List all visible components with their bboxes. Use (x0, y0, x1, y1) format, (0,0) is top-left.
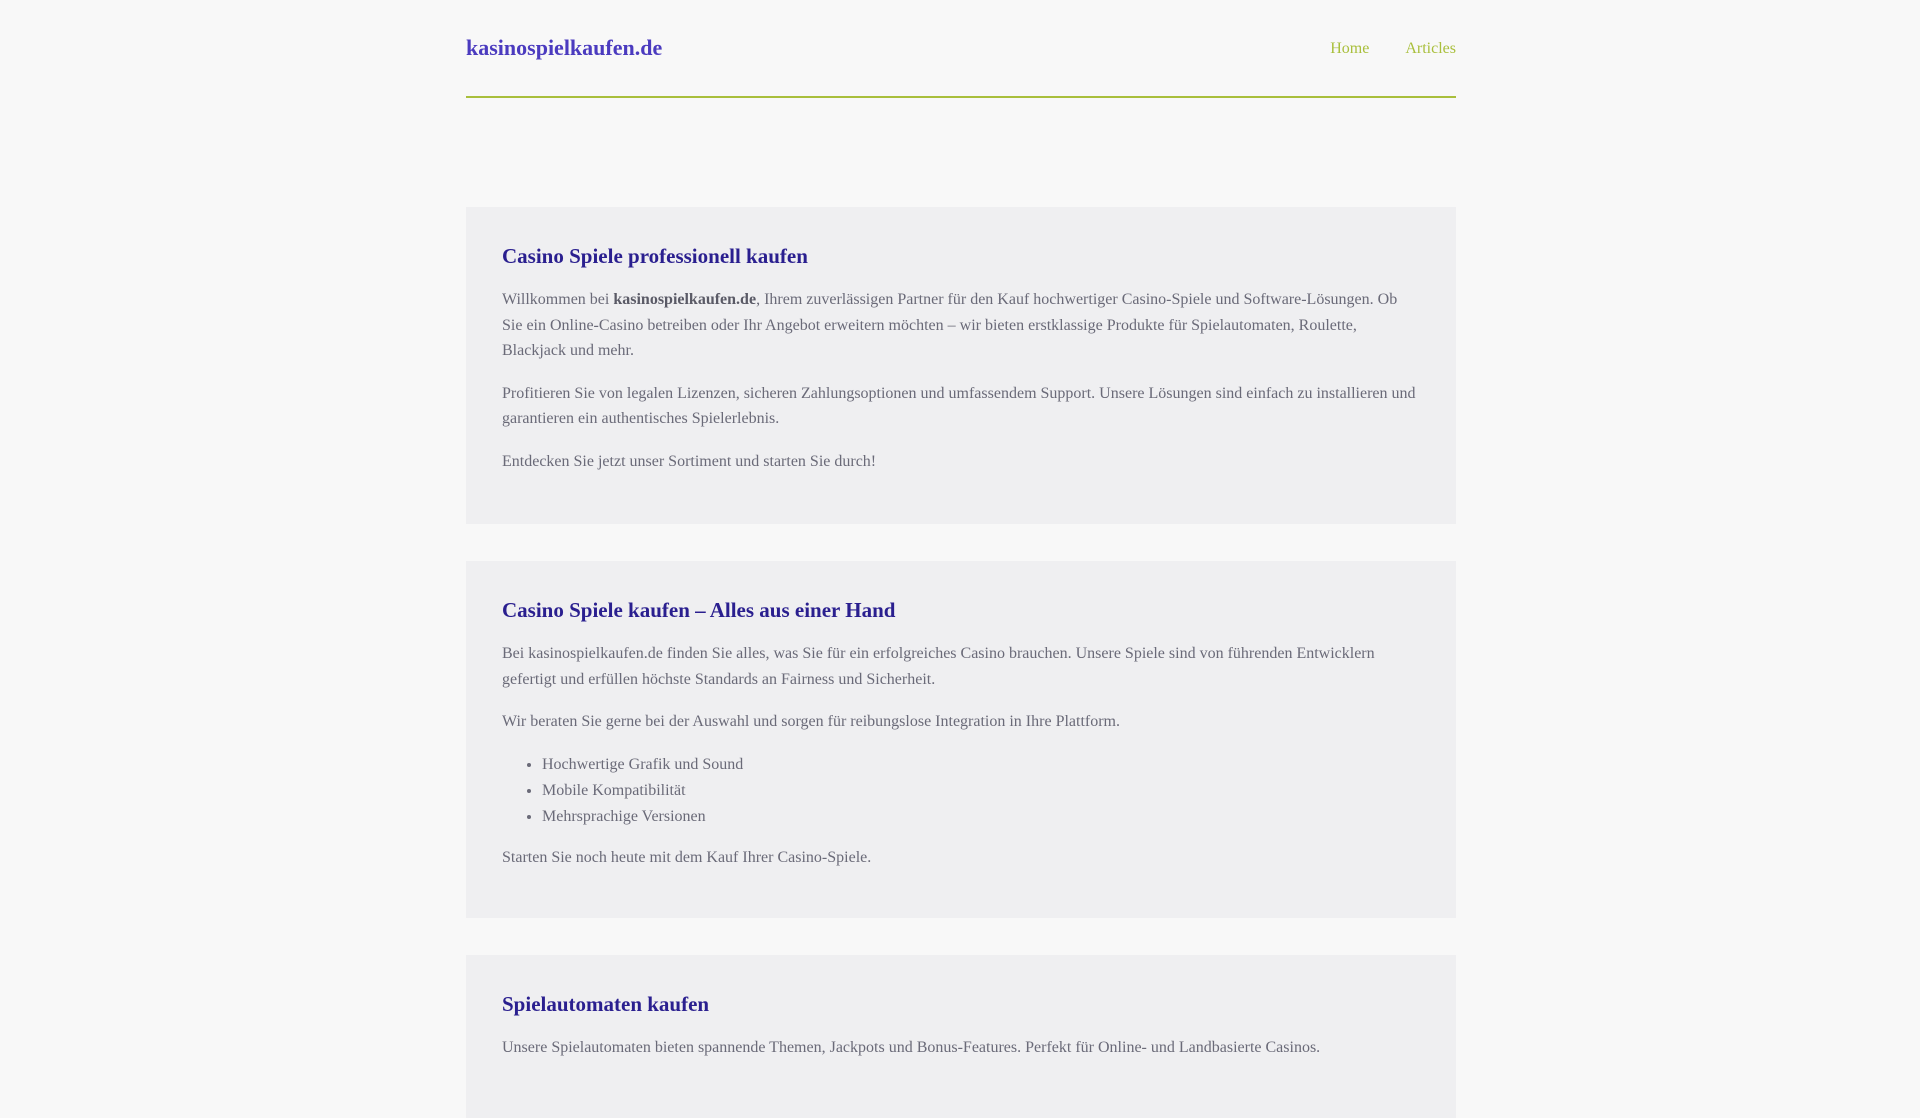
section-paragraph: Bei kasinospielkaufen.de finden Sie alles, was Sie für ein erfolgreiches Casino brauchen. Unsere Spiele sind von führenden Entwicklern gefertigt und erfüllen höchste Standards an Fairness und Sicherheit. (502, 645, 1375, 688)
section-paragraph: Entdecken Sie jetzt unser Sortiment und starten Sie durch! (502, 452, 877, 470)
text-fragment: , Ihrem zuverlässigen Partner für den Kauf hochwertiger Casino-Spiele und Software-Lösungen. Ob Sie ein Online-Casino betreiben oder Ihr Angebot erweitern möchten – wir bieten erstklassige Produkte für Spielautomaten, Roulette, Blackjack und mehr. (502, 291, 1398, 359)
section-title: Casino Spiele kaufen – Alles aus einer Hand (502, 598, 896, 622)
text-fragment: Willkommen bei (502, 291, 614, 308)
nav-link-home[interactable]: Home (1330, 40, 1370, 57)
list-item: • Mehrsprachige Versionen (542, 804, 1420, 830)
site-logo-link[interactable]: kasinospielkaufen.de (466, 35, 663, 60)
section-paragraph: Unsere Spielautomaten bieten spannende Themen, Jackpots und Bonus-Features. Perfekt für Online- und Landbasierte Casinos. (502, 1039, 1321, 1056)
section-paragraph (502, 287, 1420, 364)
section-title: Casino Spiele professionell kaufen (502, 244, 808, 268)
section-card-all-in-one (466, 561, 1456, 918)
section-paragraph: Wir beraten Sie gerne bei der Auswahl und sorgen für reibungslose Integration in Ihre Plattform. (502, 713, 1120, 730)
feature-list (502, 752, 1420, 830)
section-title: Spielautomaten kaufen (502, 992, 710, 1016)
header-spacer (466, 98, 1456, 207)
section-paragraph: Profitieren Sie von legalen Lizenzen, sicheren Zahlungsoptionen und umfassendem Support. Unsere Lösungen sind einfach zu installieren und garantieren ein authentisches Spielerlebnis. (502, 384, 1416, 427)
section-card-intro (466, 207, 1456, 524)
list-item: • Hochwertige Grafik und Sound (542, 752, 1420, 778)
section-card-slot-machines (466, 955, 1456, 1118)
nav-link-articles[interactable]: Articles (1405, 40, 1456, 57)
page-container (466, 0, 1456, 1118)
section-paragraph: Starten Sie noch heute mit dem Kauf Ihrer Casino-Spiele. (502, 848, 872, 866)
brand-name-bold: kasinospielkaufen.de (613, 291, 757, 308)
main-nav (1330, 39, 1456, 59)
site-header (466, 0, 1456, 98)
list-item: • Mobile Kompatibilität (542, 778, 1420, 804)
